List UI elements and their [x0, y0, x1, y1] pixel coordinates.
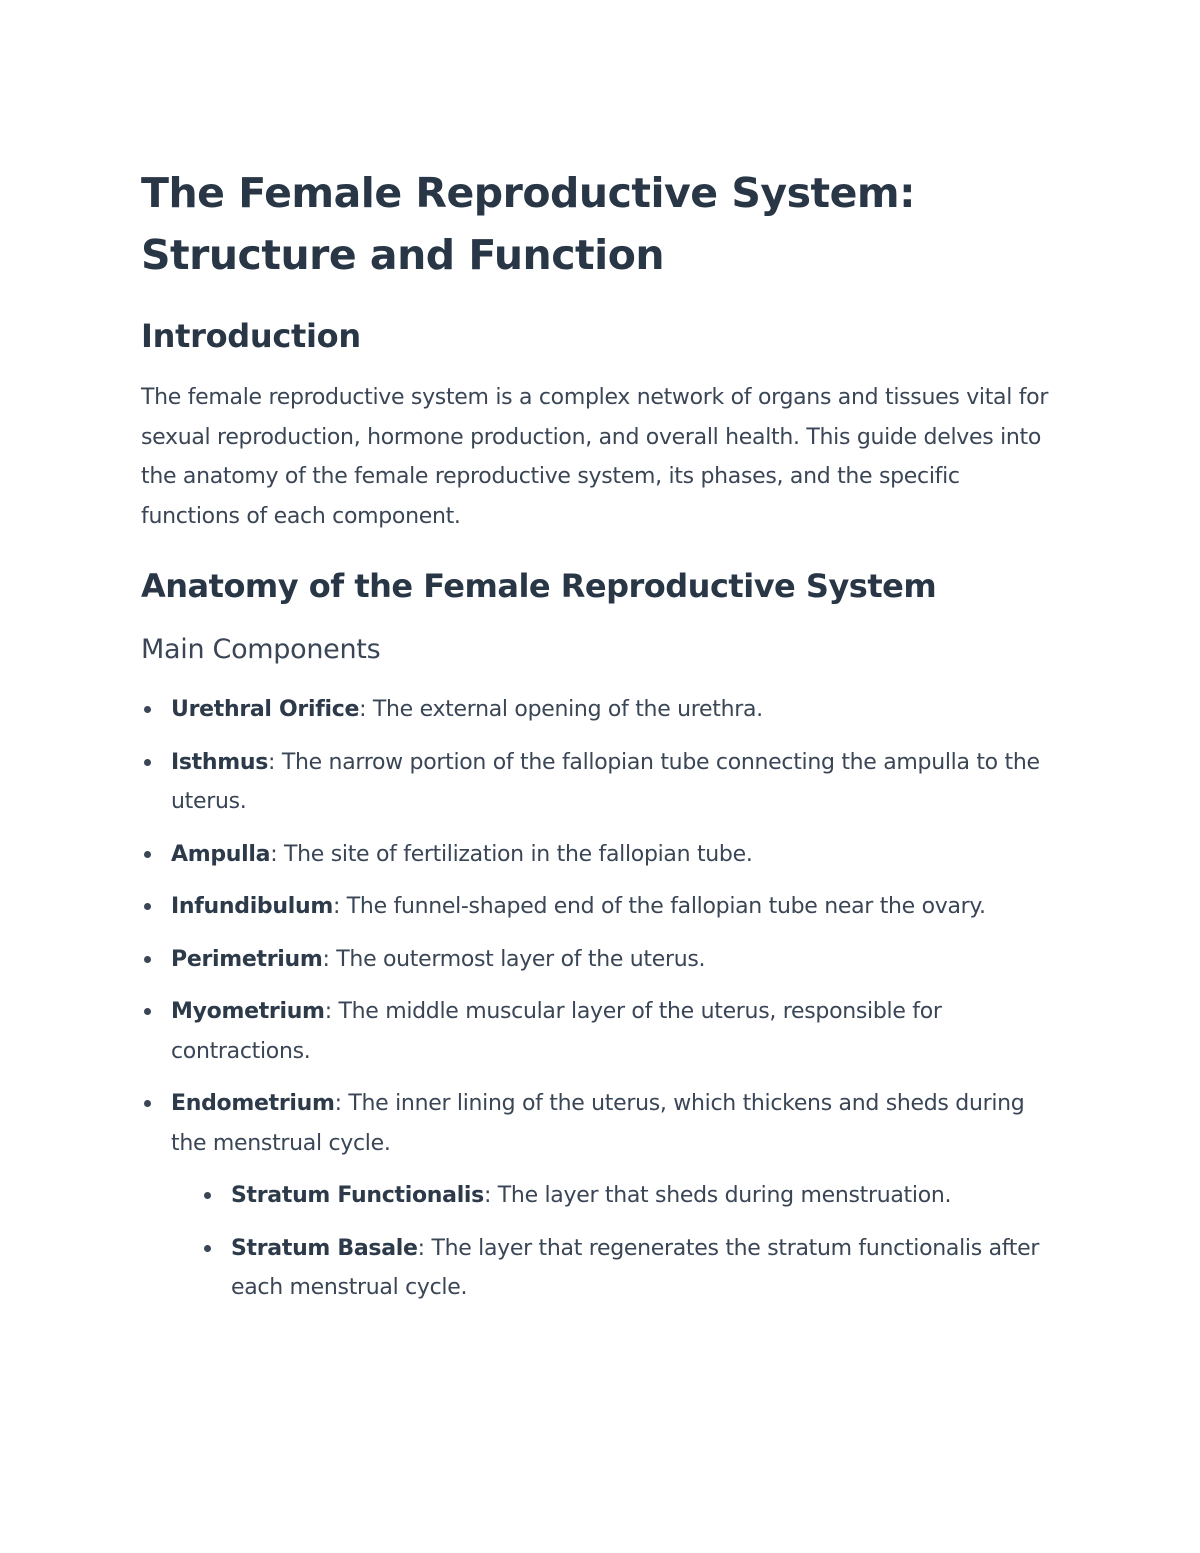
list-item-term: Perimetrium [171, 946, 323, 972]
list-item-perimetrium [141, 940, 1051, 980]
bullet-icon [144, 903, 151, 910]
list-item-term: Myometrium [171, 999, 325, 1024]
list-item-endometrium [141, 1084, 1051, 1308]
list-item-stratum-basale [201, 1229, 1051, 1308]
list-item-stratum-functionalis [201, 1176, 1051, 1216]
bullet-icon [144, 706, 151, 713]
endometrium-sublist [201, 1176, 1051, 1308]
list-item-term: Stratum Basale [231, 1235, 418, 1261]
main-components-subheading: Main Components [141, 634, 381, 665]
list-item-description: : The external opening of the urethra. [359, 697, 763, 722]
list-item-myometrium [141, 992, 1051, 1071]
list-item-description: : The layer that sheds during menstruation. [483, 1183, 952, 1208]
list-item-description: : The layer that regenerates the stratum functionalis after each menstrual cycle. [231, 1235, 1040, 1300]
main-components-list [141, 690, 1051, 1308]
list-item-ampulla [141, 835, 1051, 875]
list-item-term: Endometrium [171, 1091, 335, 1116]
list-item-description: : The middle muscular layer of the uterus, responsible for contractions. [171, 999, 942, 1064]
list-item-description: : The site of fertilization in the fallopian tube. [270, 841, 753, 867]
list-item-term: Ampulla [171, 841, 271, 867]
list-item-term: Stratum Functionalis [231, 1183, 484, 1208]
list-item-term: Urethral Orifice [171, 697, 360, 722]
list-item-urethral-orifice [141, 690, 1051, 730]
list-item-description: : The inner lining of the uterus, which thickens and sheds during the menstrual cycle. [171, 1091, 1025, 1156]
bullet-icon [204, 1192, 211, 1199]
anatomy-heading: Anatomy of the Female Reproductive System [141, 567, 937, 605]
list-item-infundibulum [141, 887, 1051, 927]
introduction-paragraph: The female reproductive system is a complex network of organs and tissues vital for sexual reproduction, hormone production, and overall health. This guide delves into the anatomy of the female reproductive system, its phases, and the specific functions of each component. [141, 385, 1049, 529]
document-page [141, 162, 1051, 1321]
bullet-icon [144, 851, 151, 858]
list-item-description: : The narrow portion of the fallopian tube connecting the ampulla to the uterus. [171, 749, 1040, 814]
document-title: The Female Reproductive System: Structure and Function [141, 169, 916, 279]
bullet-icon [144, 1100, 151, 1107]
list-item-term: Isthmus [171, 749, 269, 775]
list-item-description: : The funnel-shaped end of the fallopian tube near the ovary. [332, 894, 986, 919]
list-item-description: : The outermost layer of the uterus. [322, 946, 706, 972]
list-item-isthmus [141, 743, 1051, 822]
bullet-icon [144, 759, 151, 766]
bullet-icon [144, 956, 151, 963]
bullet-icon [144, 1008, 151, 1015]
introduction-heading: Introduction [141, 317, 361, 355]
list-item-term: Infundibulum [171, 894, 333, 919]
bullet-icon [204, 1245, 211, 1252]
